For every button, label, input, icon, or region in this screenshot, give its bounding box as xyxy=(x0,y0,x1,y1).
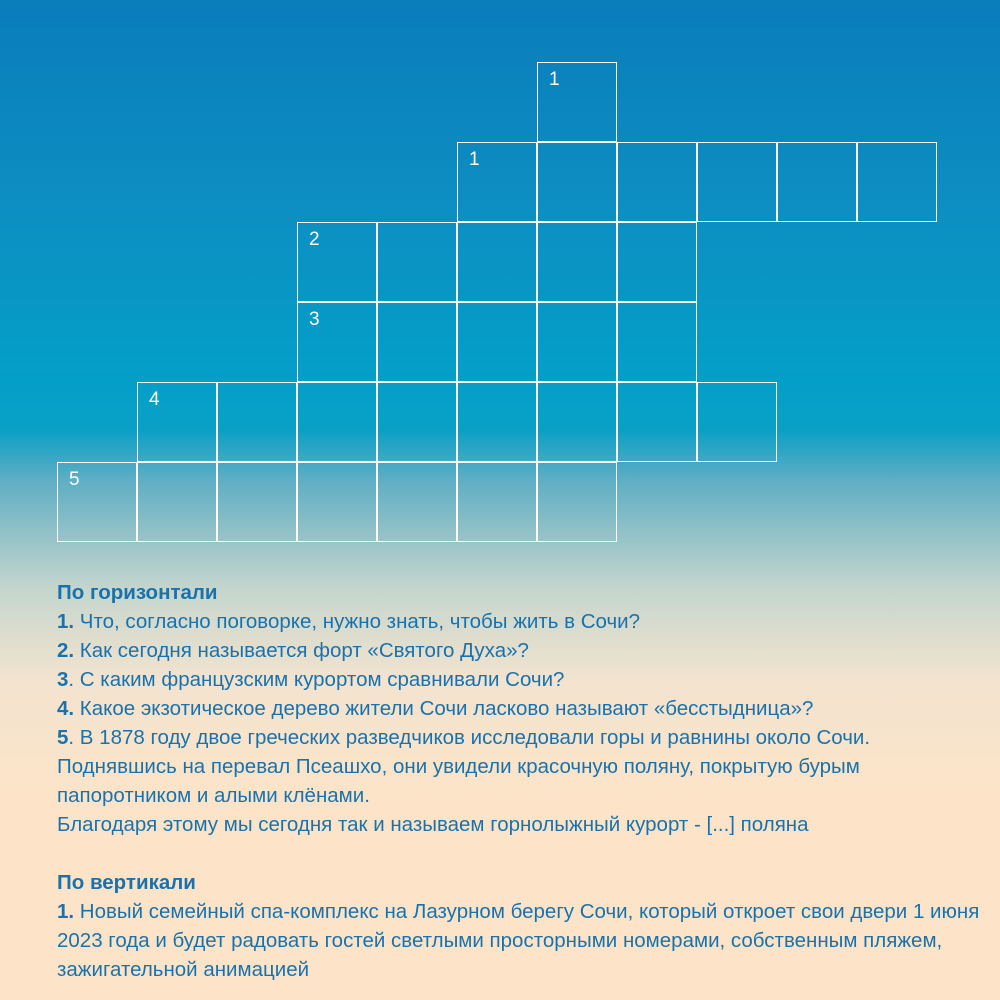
across-clue-4 xyxy=(57,694,987,723)
clue-text: . В 1878 году двое греческих разведчиков исследовали горы и равнины около Сочи. Поднявшись на перевал Псеашхо, они увидели красочную поляну, покрытую бурым папоротником и алыми клёнами. xyxy=(57,726,871,807)
across-clue-5-continuation: Благодаря этому мы сегодня так и называем горнолыжный курорт - [...] поляна xyxy=(57,813,809,836)
crossword-cell[interactable] xyxy=(137,462,217,542)
crossword-cell[interactable] xyxy=(537,462,617,542)
crossword-cell[interactable] xyxy=(377,302,457,382)
crossword-cell[interactable] xyxy=(617,302,697,382)
crossword-cell[interactable] xyxy=(457,142,537,222)
clue-text: Как сегодня называется форт «Святого Духа»? xyxy=(74,639,529,662)
crossword-cell[interactable] xyxy=(217,382,297,462)
clue-number: 5 xyxy=(57,726,69,749)
down-clue-1 xyxy=(57,897,987,984)
crossword-cell[interactable] xyxy=(697,142,777,222)
crossword-cell[interactable] xyxy=(297,222,377,302)
clue-number: 1. xyxy=(57,610,75,633)
crossword-cell[interactable] xyxy=(457,462,537,542)
crossword-cell[interactable] xyxy=(297,302,377,382)
crossword-cell[interactable] xyxy=(57,462,137,542)
crossword-cell[interactable] xyxy=(297,382,377,462)
crossword-cell[interactable] xyxy=(217,462,297,542)
crossword-cell[interactable] xyxy=(537,62,617,142)
crossword-cell[interactable] xyxy=(537,142,617,222)
clues-panel xyxy=(57,578,987,984)
crossword-cell[interactable] xyxy=(617,382,697,462)
clue-text: Какое экзотическое дерево жители Сочи ласково называют «бесстыдница»? xyxy=(74,697,814,720)
crossword-cell[interactable] xyxy=(457,382,537,462)
across-clue-2 xyxy=(57,636,987,665)
cell-number: 4 xyxy=(149,389,160,410)
cell-number: 1 xyxy=(469,149,480,170)
cell-number: 5 xyxy=(69,469,80,490)
spacer xyxy=(57,839,987,868)
crossword-cell[interactable] xyxy=(137,382,217,462)
crossword-cell[interactable] xyxy=(377,222,457,302)
crossword-cell[interactable] xyxy=(777,142,857,222)
crossword-cell[interactable] xyxy=(377,382,457,462)
across-clue-5 xyxy=(57,723,987,810)
cell-number: 2 xyxy=(309,229,320,250)
across-heading: По горизонтали xyxy=(57,581,218,604)
clue-number: 2. xyxy=(57,639,75,662)
cell-number: 1 xyxy=(549,69,560,90)
clue-number: 1. xyxy=(57,900,75,923)
crossword-cell[interactable] xyxy=(857,142,937,222)
clue-text: Что, согласно поговорке, нужно знать, чтобы жить в Сочи? xyxy=(74,610,641,633)
clue-number: 3 xyxy=(57,668,69,691)
crossword-cell[interactable] xyxy=(537,382,617,462)
across-clue-3 xyxy=(57,665,987,694)
cell-number: 3 xyxy=(309,309,320,330)
crossword-cell[interactable] xyxy=(617,222,697,302)
crossword-cell[interactable] xyxy=(537,222,617,302)
clue-number: 4. xyxy=(57,697,75,720)
clue-text: Новый семейный спа-комплекс на Лазурном берегу Сочи, который откроет свои двери 1 июня 2023 года и будет радовать гостей светлыми просторными номерами, собственным пляжем, зажигательной анимацией xyxy=(57,900,980,981)
crossword-cell[interactable] xyxy=(697,382,777,462)
crossword-cell[interactable] xyxy=(377,462,457,542)
crossword-cell[interactable] xyxy=(297,462,377,542)
down-heading: По вертикали xyxy=(57,871,196,894)
across-clue-1 xyxy=(57,607,987,636)
crossword-cell[interactable] xyxy=(457,222,537,302)
crossword-cell[interactable] xyxy=(457,302,537,382)
clue-text: . С каким французским курортом сравнивали Сочи? xyxy=(68,668,565,691)
crossword-cell[interactable] xyxy=(617,142,697,222)
crossword-cell[interactable] xyxy=(537,302,617,382)
